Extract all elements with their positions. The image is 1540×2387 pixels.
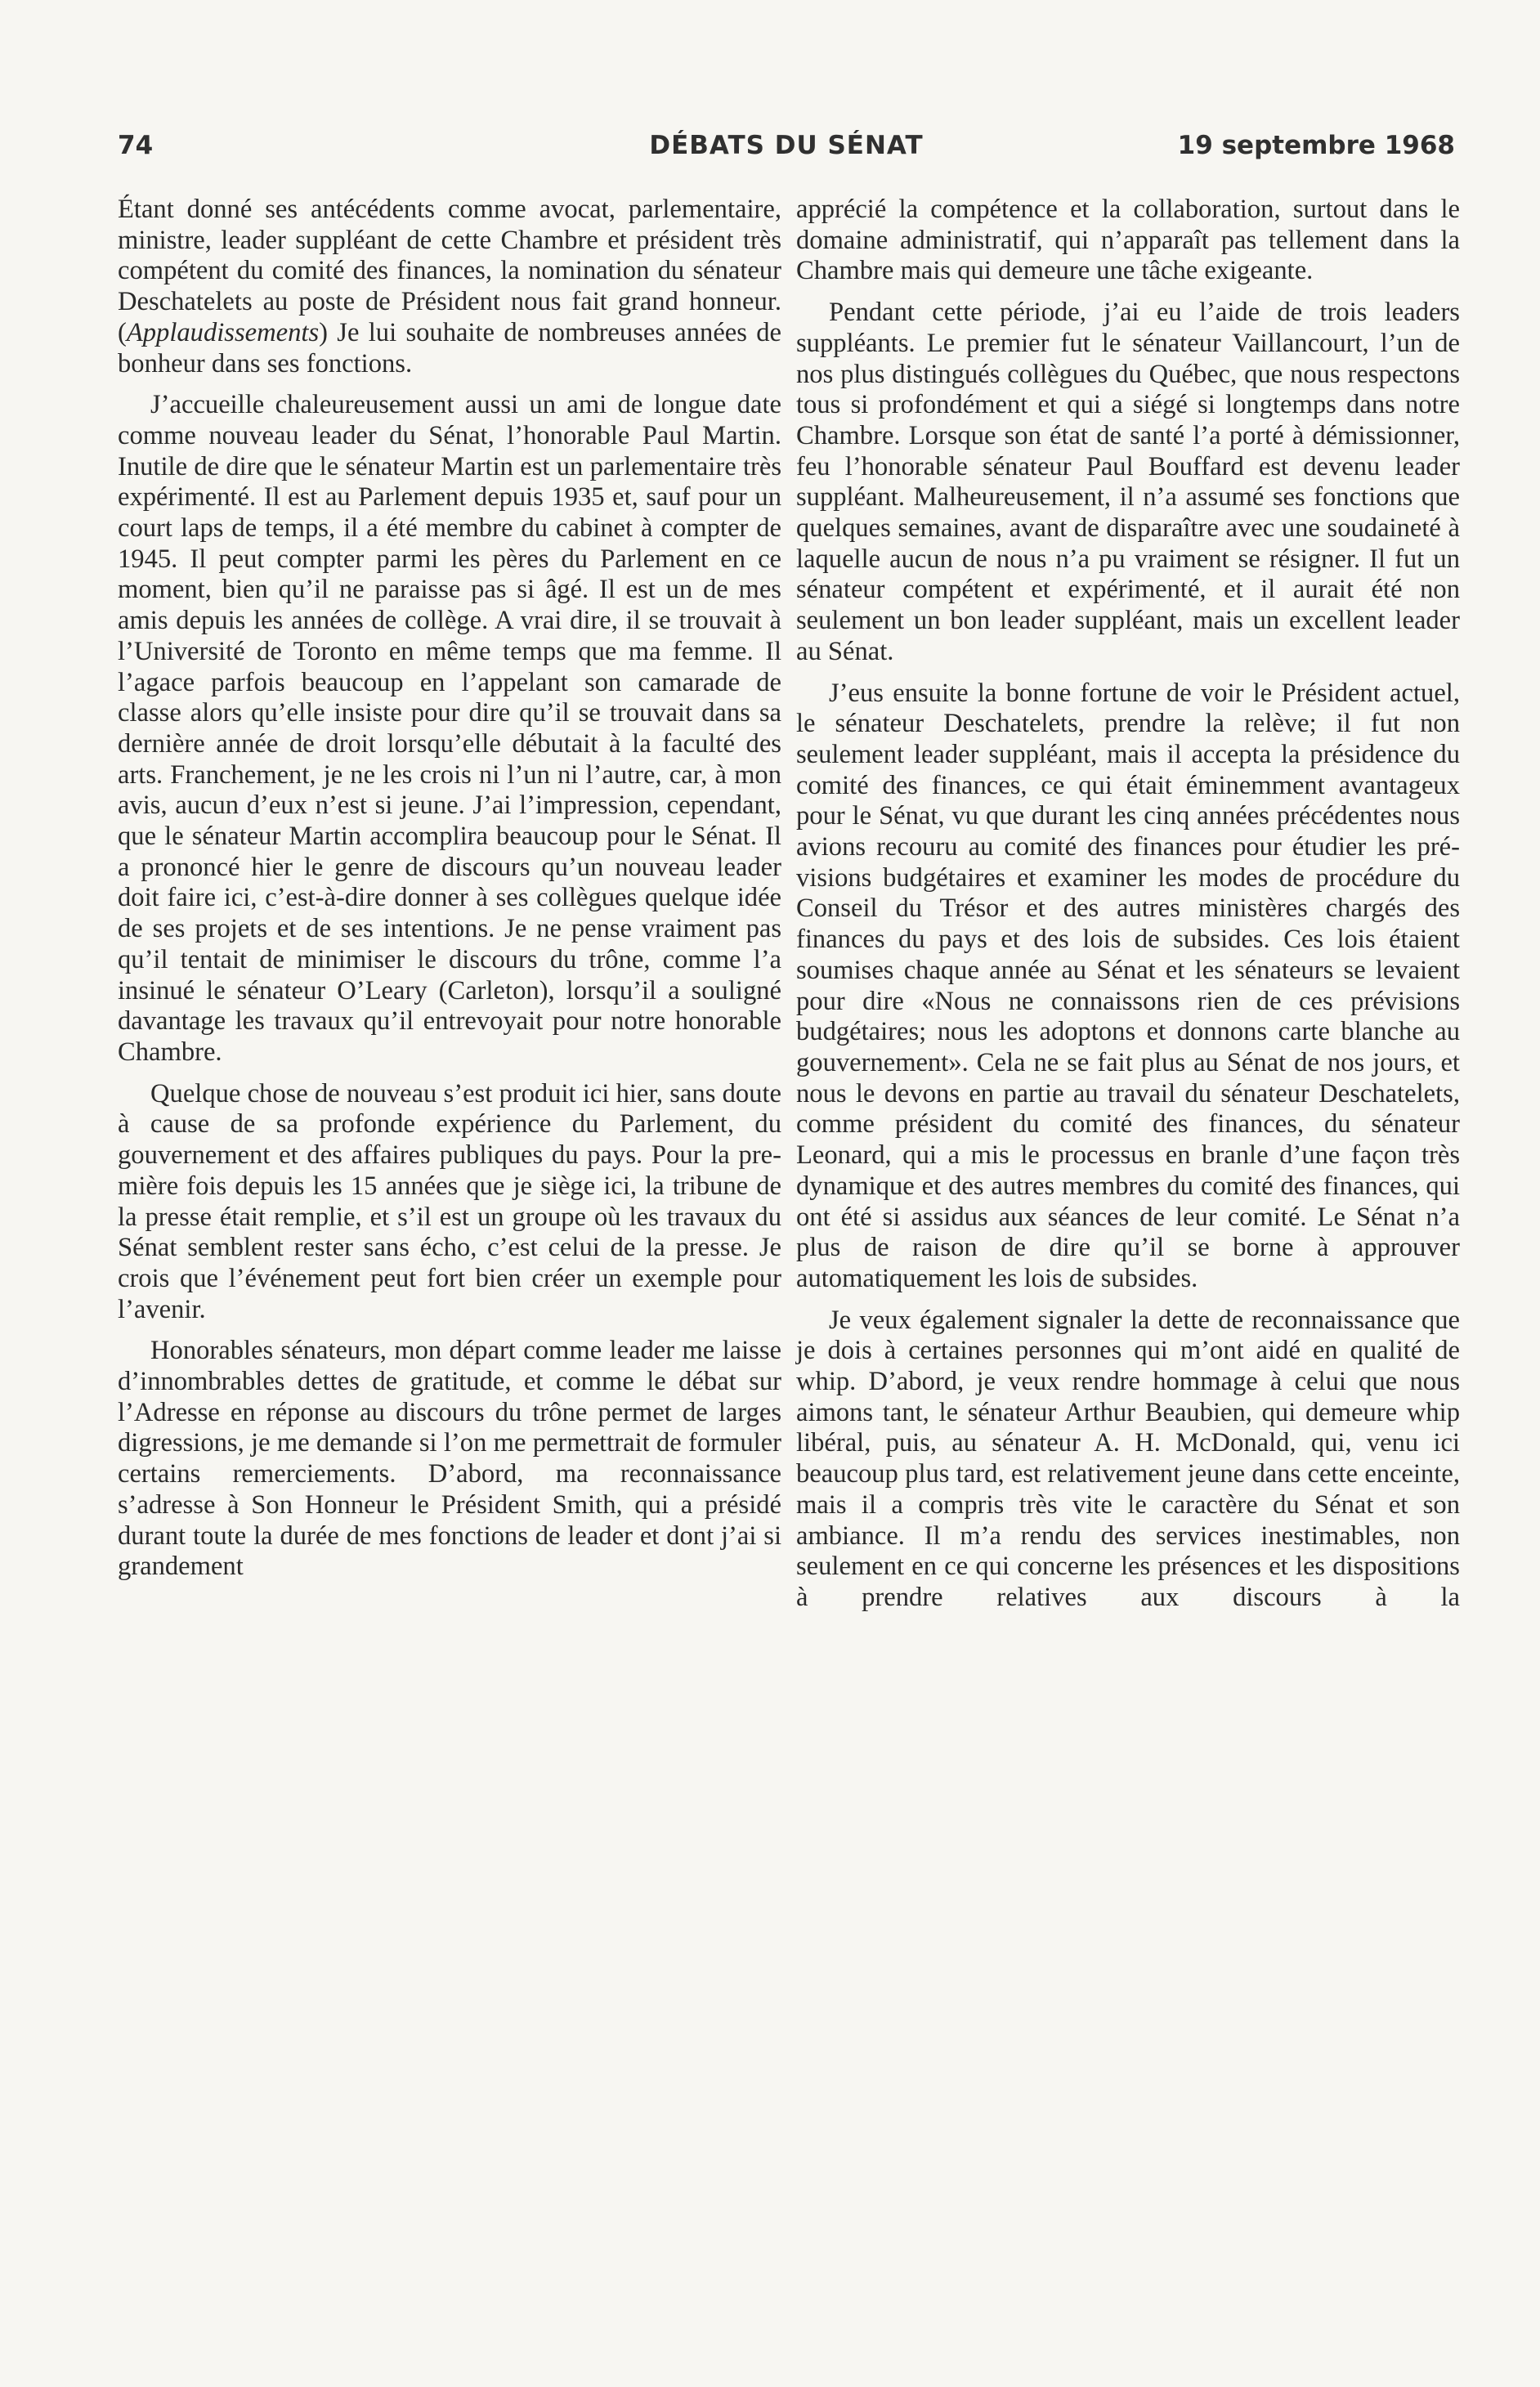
left-column bbox=[118, 195, 781, 1583]
paragraph bbox=[118, 195, 781, 379]
page-header bbox=[118, 131, 1455, 172]
emphasis-text: Applaudissements bbox=[126, 317, 320, 347]
header-date: 19 septembre 1968 bbox=[1177, 131, 1455, 160]
paragraph: J’accueille chaleureusement aussi un ami de longue date comme nouveau leader du Sénat, l’honorable Paul Martin. Inutile de dire que le sénateur Martin est un parlementaire très expérimenté. Il est au Parlement depuis 1935 et, sauf pour un court laps de temps, il a été membre du cabinet à compter de 1945. Il peut compter parmi les pères du Parlement en ce moment, bien qu’il ne paraisse pas si âgé. Il est un de mes amis depuis les années de collège. A vrai dire, il se trouvait à l’Université de Toronto en même temps que ma femme. Il l’agace parfois beaucoup en l’appelant son camarade de classe alors qu’elle insiste pour dire qu’il se trouvait dans sa dernière année de droit lorsqu’elle débutait à la faculté des arts. Franchement, je ne les crois ni l’un ni l’autre, car, à mon avis, aucun d’eux n’est si jeune. J’ai l’impression, cependant, que le sénateur Martin accomplira beaucoup pour le Sénat. Il a prononcé hier le genre de discours qu’un nouveau leader doit faire ici, c’est-à-dire donner à ses collègues quelque idée de ses projets et de ses intentions. Je ne pense vraiment pas qu’il tentait de minimiser le discours du trône, comme l’a insinué le sénateur O’Leary (Carleton), lorsqu’il a souligné davantage les travaux qu’il entrevoyait pour notre honorable Chambre. bbox=[118, 390, 781, 1067]
page-number: 74 bbox=[118, 131, 154, 160]
paragraph-text: Étant donné ses antécédents comme avocat, parlementaire, ministre, leader suppléant de cette Chambre et président très compétent du comité des finances, la nomination du sénateur Deschatelets au poste de Président nous fait grand honneur. ( bbox=[118, 195, 781, 347]
paragraph: Je veux également signaler la dette de reconnaissance que je dois à certaines personnes qui m’ont aidé en qualité de whip. D’abord, je veux rendre hommage à celui que nous aimons tant, le sénateur Arthur Beaubien, qui demeure whip libéral, puis, au sénateur A. H. McDonald, qui, venu ici beaucoup plus tard, est relativement jeune dans cette enceinte, mais il a compris très vite le caractère du Sénat et son ambiance. Il m’a rendu des services inestimables, non seulement en ce qui concerne les présences et les dispositions à prendre relatives aux discours à la bbox=[796, 1305, 1460, 1612]
paragraph: Quelque chose de nouveau s’est produit ici hier, sans doute à cause de sa profonde expérience du Parlement, du gouvernement et des affaires publiques du pays. Pour la première fois depuis les 15 années que je siège ici, la tribune de la presse était remplie, et s’il est un groupe où les travaux du Sénat semblent rester sans écho, c’est celui de la presse. Je crois que l’événement peut fort bien créer un exemple pour l’avenir. bbox=[118, 1078, 781, 1324]
paragraph-text: ) Je lui souhaite de nombreuses années de bonheur dans ses fonctions. bbox=[118, 317, 781, 378]
paragraph: Honorables sénateurs, mon départ comme leader me laisse d’innombrables dettes de gratitude, et comme le débat sur l’Adresse en réponse au discours du trône permet de larges digressions, je me demande si l’on me permettrait de formuler certains remerciements. D’abord, ma reconnaissance s’adresse à Son Honneur le Président Smith, qui a présidé durant toute la durée de mes fonctions de leader et dont j’ai si grandement bbox=[118, 1336, 781, 1582]
right-column bbox=[796, 195, 1460, 1614]
paragraph: Pendant cette période, j’ai eu l’aide de trois leaders suppléants. Le premier fut le sénateur Vaillancourt, l’un de nos plus distingués collègues du Québec, que nous respectons tous si profondément et qui a siégé si longtemps dans notre Chambre. Lorsque son état de santé l’a porté à démissionner, feu l’honorable sénateur Paul Bouffard est devenu leader suppléant. Malheureusement, il n’a assumé ses fonctions que quelques semaines, avant de disparaître avec une soudaineté à laquelle aucun de nous n’a pu vraiment se résigner. Il fut un sénateur compétent et expérimenté, et il aurait été non seulement un bon leader suppléant, mais un excellent leader au Sénat. bbox=[796, 298, 1460, 666]
running-title: DÉBATS DU SÉNAT bbox=[649, 131, 924, 160]
paragraph: apprécié la compétence et la collaboration, surtout dans le domaine administratif, qui n’apparaît pas tellement dans la Chambre mais qui demeure une tâche exigeante. bbox=[796, 195, 1460, 286]
paragraph: J’eus ensuite la bonne fortune de voir le Président actuel, le sénateur Deschatelets, prendre la relève; il fut non seulement leader suppléant, mais il accepta la présidence du comité des finances, ce qui était éminemment avantageux pour le Sénat, vu que durant les cinq années précédentes nous avions recouru au comité des finances pour étudier les prévisions budgétaires et examiner les modes de procédure du Conseil du Trésor et des autres ministères chargés des finances du pays et des lois de subsides. Ces lois étaient soumises chaque année au Sénat et les sénateurs se levaient pour dire «Nous ne connaissons rien de ces prévisions budgétaires; nous les adoptons et donnons carte blanche au gouvernement». Cela ne se fait plus au Sénat de nos jours, et nous le devons en partie au travail du sénateur Deschatelets, comme président du comité des finances, du sénateur Leonard, qui a mis le processus en branle d’une façon très dynamique et des autres membres du comité des finances, qui ont été si assidus aux séances de leur comité. Le Sénat n’a plus de raison de dire qu’il se borne à approuver automatiquement les lois de subsides. bbox=[796, 678, 1460, 1293]
